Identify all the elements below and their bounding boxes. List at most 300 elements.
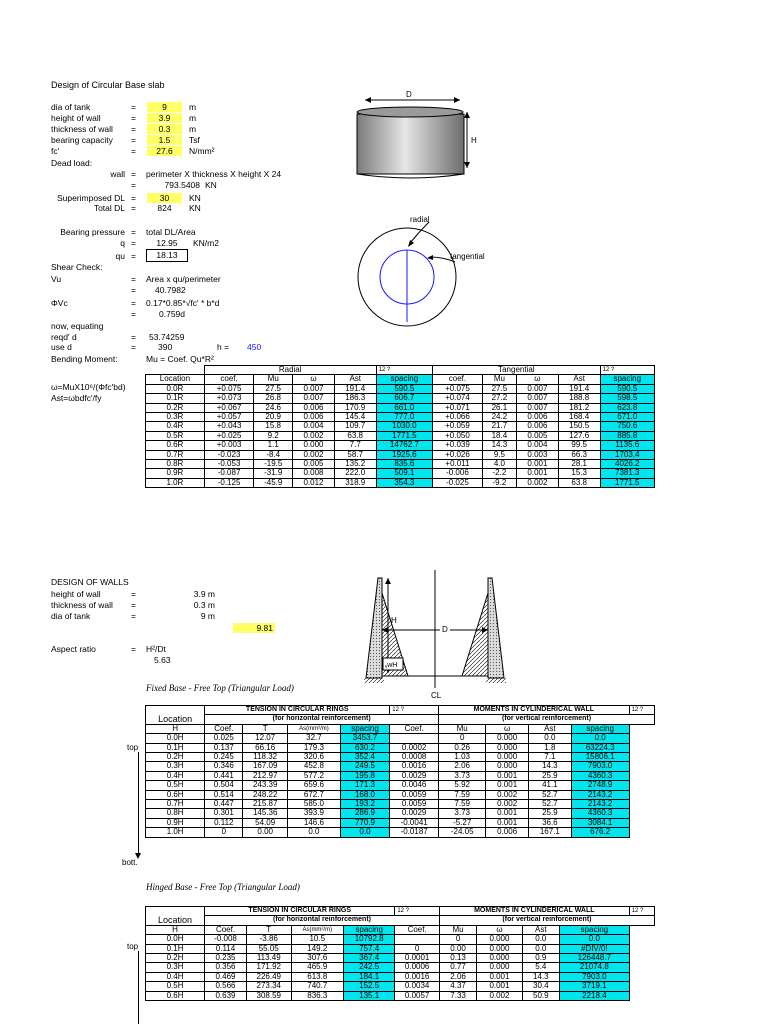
table-cell: -0.087 — [204, 469, 254, 478]
column-header: Mu — [482, 375, 516, 384]
tension-subtitle: (for horizontal reinforcement) — [205, 715, 439, 724]
table-cell: 465.9 — [291, 963, 343, 972]
table-row — [146, 441, 655, 450]
table-cell: 181.2 — [558, 403, 600, 412]
column-header: spacing — [571, 724, 629, 733]
column-header: Coef. — [205, 925, 247, 934]
column-header: As(mm²/m) — [288, 724, 341, 733]
table-cell: 25.9 — [529, 771, 572, 780]
tank-d-label: D — [406, 90, 412, 99]
table-row — [146, 991, 655, 1000]
group-row-1 — [146, 907, 655, 916]
q-label: q — [120, 238, 125, 248]
table-cell: 0.006 — [293, 403, 335, 412]
h-value: 450 — [247, 342, 262, 352]
radial-moment-table — [145, 365, 655, 488]
table-cell: 0.004 — [293, 422, 335, 431]
table-cell: 0.0 — [529, 734, 572, 743]
table-cell: 0.2H — [146, 954, 205, 963]
wall-unit: KN — [205, 180, 217, 190]
sdl-eq: = — [131, 193, 136, 203]
table-cell: 452.8 — [288, 762, 341, 771]
slab-input-eq: = — [131, 102, 136, 112]
vu-eq: = — [131, 274, 136, 284]
table-cell: 5.92 — [439, 781, 486, 790]
radial-header-row — [146, 375, 655, 384]
table-cell: 0.639 — [205, 991, 247, 1000]
table-cell: 32.7 — [288, 734, 341, 743]
table-cell: 318.9 — [334, 478, 376, 487]
column-header: Ast — [529, 724, 572, 733]
table-cell: 0.0 — [559, 935, 629, 944]
slab-input-value[interactable]: 3.9 — [147, 113, 182, 123]
table-cell: 9.2 — [254, 431, 293, 440]
column-header: coef. — [204, 375, 254, 384]
slab-input-eq: = — [131, 113, 136, 123]
table-cell: 0 — [205, 828, 243, 837]
table-cell: 0.26 — [439, 743, 486, 752]
table-cell: -31.9 — [254, 469, 293, 478]
table-cell: 63224.3 — [571, 743, 629, 752]
ast-formula: Ast=ωbdfc'/fy — [51, 393, 102, 403]
table-cell: 170.9 — [334, 403, 376, 412]
column-header: Mu — [254, 375, 293, 384]
fixed-caption: Fixed Base - Free Top (Triangular Load) — [146, 683, 294, 693]
bp-eq: = — [131, 227, 136, 237]
walls-input-value: 9 m — [200, 611, 215, 621]
table-cell: 113.49 — [246, 954, 291, 963]
phivc-formula: 0.17*0.85*√fc' * b*d — [146, 298, 220, 308]
slab-input-label: bearing capacity — [51, 135, 113, 145]
table-cell: +0.075 — [204, 384, 254, 393]
moment-title: MOMENTS IN CYLINDERICAL WALL — [439, 907, 629, 916]
table-cell: 146.6 — [288, 818, 341, 827]
table-cell: 2.06 — [439, 762, 486, 771]
table-cell: 0.002 — [517, 478, 559, 487]
table-cell: 2143.2 — [571, 790, 629, 799]
phivc-value: 0.759d — [159, 309, 185, 319]
table-cell: +0.011 — [433, 460, 483, 469]
table-cell: 1.1 — [254, 441, 293, 450]
table-cell: 27.2 — [482, 394, 516, 403]
table-cell: 0.007 — [517, 403, 559, 412]
equating-label: now, equating — [51, 321, 104, 331]
table-cell: 0.9R — [146, 469, 205, 478]
table-cell: 0.007 — [517, 394, 559, 403]
table-cell: 168.4 — [558, 413, 600, 422]
tank-diagram — [350, 88, 490, 188]
table-cell: +0.066 — [433, 413, 483, 422]
walls-input-eq: = — [131, 589, 136, 599]
tangential-label: tangential — [450, 252, 485, 261]
table-cell: 0.8R — [146, 460, 205, 469]
table-cell: 50.9 — [522, 991, 559, 1000]
column-header: Location — [146, 375, 205, 384]
table-cell: 184.1 — [344, 972, 395, 981]
table-cell: 3453.7 — [340, 734, 389, 743]
hinged-caption: Hinged Base - Free Top (Triangular Load) — [146, 882, 300, 892]
qu-value: 18.13 — [146, 249, 188, 262]
table-cell: 0.001 — [486, 771, 529, 780]
table-cell: 0.441 — [205, 771, 243, 780]
table-cell: 0.002 — [486, 800, 529, 809]
table-cell: 0.0H — [146, 734, 205, 743]
table-cell: 590.5 — [600, 384, 654, 393]
table-cell: 0.008 — [293, 469, 335, 478]
hinged-base-table — [145, 906, 655, 1001]
slab-input-value[interactable]: 1.5 — [147, 135, 182, 145]
table-cell: 152.5 — [344, 982, 395, 991]
table-cell: +0.026 — [433, 450, 483, 459]
radial-group-header: Radial — [204, 366, 376, 375]
table-cell: 1925.6 — [376, 450, 433, 459]
table-cell: 286.9 — [340, 809, 389, 818]
table-cell: 135.2 — [334, 460, 376, 469]
table-cell: 1.0H — [146, 828, 205, 837]
table-cell: 0.006 — [486, 828, 529, 837]
table-cell: 222.0 — [334, 469, 376, 478]
table-cell: 509.1 — [376, 469, 433, 478]
tension-subtitle: (for horizontal reinforcement) — [205, 916, 440, 925]
table-cell: 0.0 — [522, 944, 559, 953]
table-cell: 215.87 — [243, 800, 288, 809]
table-cell: 4026.2 — [600, 460, 654, 469]
table-cell: 0.001 — [517, 469, 559, 478]
column-header: ω — [486, 724, 529, 733]
table-cell: +0.003 — [204, 441, 254, 450]
table-cell: 0.002 — [486, 790, 529, 799]
table-cell: 0.13 — [439, 954, 476, 963]
table-cell: 145.36 — [243, 809, 288, 818]
table-cell: 0.001 — [517, 460, 559, 469]
table-cell: 630.2 — [340, 743, 389, 752]
tdl-label: Total DL — [93, 203, 125, 213]
table-cell: 0.004 — [517, 441, 559, 450]
table-cell: 0.6H — [146, 991, 205, 1000]
table-cell: 0.469 — [205, 972, 247, 981]
slab-input-value[interactable]: 27.6 — [147, 146, 182, 156]
table-cell: 0.002 — [293, 450, 335, 459]
table-cell: 0.301 — [205, 809, 243, 818]
table-row — [146, 422, 655, 431]
tangential-bar-size: 12 ? — [600, 366, 654, 375]
table-cell: 3.73 — [439, 809, 486, 818]
tension-title: TENSION IN CIRCULAR RINGS — [205, 907, 395, 916]
table-cell: 0.4H — [146, 972, 205, 981]
table-cell: 63.8 — [334, 431, 376, 440]
table-cell: 0.025 — [205, 734, 243, 743]
walls-highlight-value[interactable]: 9.81 — [233, 623, 275, 633]
table-cell: 1771.5 — [376, 431, 433, 440]
table-cell: 15806.1 — [571, 753, 629, 762]
table-cell: 0.77 — [439, 963, 476, 972]
table-cell: 7.33 — [439, 991, 476, 1000]
table-cell: 0.0001 — [395, 954, 440, 963]
table-cell: 740.7 — [291, 982, 343, 991]
table-cell: +0.039 — [433, 441, 483, 450]
table-cell: 354.3 — [376, 478, 433, 487]
table-cell: 0.0059 — [390, 800, 439, 809]
tank-h-label: H — [471, 136, 477, 145]
table-cell: 109.7 — [334, 422, 376, 431]
table-row — [146, 734, 655, 743]
column-header: H — [146, 925, 205, 934]
table-cell: 36.6 — [529, 818, 572, 827]
wall-d-label: D — [442, 625, 448, 634]
table-cell: 18.4 — [482, 431, 516, 440]
table-cell: 0.005 — [293, 460, 335, 469]
table-cell: 3084.1 — [571, 818, 629, 827]
phivc-label: ΦVc — [51, 298, 68, 308]
bm-label: Bending Moment: — [51, 354, 118, 364]
moment-subtitle: (for vertical reinforcement) — [439, 916, 654, 925]
table-cell: 0.1H — [146, 944, 205, 953]
table-cell: 0.9H — [146, 818, 205, 827]
table-cell: 0 — [439, 935, 476, 944]
table-cell: 14.3 — [529, 762, 572, 771]
hinged-arrow-line — [138, 951, 139, 1024]
walls-input-value: 3.9 m — [193, 589, 215, 599]
omega-formula: ω=MuX10⁶/(Φfc'bd) — [51, 382, 126, 392]
location-header: Location — [146, 916, 205, 925]
table-cell: 0.0046 — [390, 781, 439, 790]
shear-label: Shear Check: — [51, 262, 103, 272]
table-cell: 0.006 — [517, 413, 559, 422]
table-cell: 54.09 — [243, 818, 288, 827]
table-cell: 2143.2 — [571, 800, 629, 809]
table-cell: 1.0R — [146, 478, 205, 487]
column-header: Ast — [334, 375, 376, 384]
moment-bar-size: 12 ? — [629, 706, 654, 715]
table-cell: 99.5 — [558, 441, 600, 450]
table-cell: 14.3 — [482, 441, 516, 450]
wall-value-eq: = — [131, 180, 136, 190]
walls-input-label: height of wall — [51, 589, 101, 599]
table-cell: 30.4 — [522, 982, 559, 991]
table-cell: 14.3 — [522, 972, 559, 981]
table-cell: 0.000 — [293, 441, 335, 450]
table-cell: 24.6 — [254, 403, 293, 412]
table-cell: 0.001 — [477, 982, 522, 991]
h-label: h = — [217, 342, 230, 352]
table-cell: 248.22 — [243, 790, 288, 799]
aspect-value: 5.63 — [154, 655, 171, 665]
slab-input-label: thickness of wall — [51, 124, 113, 134]
table-cell: 0.4R — [146, 422, 205, 431]
table-cell: 26.8 — [254, 394, 293, 403]
table-cell: 577.2 — [288, 771, 341, 780]
reqd-value: 53.74259 — [149, 332, 185, 342]
table-cell: 835.6 — [376, 460, 433, 469]
table-cell: 0 — [395, 944, 440, 953]
table-cell: 0.00 — [439, 944, 476, 953]
slab-input-value[interactable]: 0.3 — [147, 124, 182, 134]
column-header: ω — [477, 925, 522, 934]
moment-bar-size: 12 ? — [629, 907, 654, 916]
table-cell: 0.002 — [293, 431, 335, 440]
table-cell: 0.000 — [486, 743, 529, 752]
moment-title: MOMENTS IN CYLINDERICAL WALL — [439, 706, 630, 715]
wall-section-diagram — [360, 568, 510, 700]
table-cell: 145.4 — [334, 413, 376, 422]
table-cell: 24.2 — [482, 413, 516, 422]
table-cell: 21.7 — [482, 422, 516, 431]
table-cell: 9.5 — [482, 450, 516, 459]
table-cell: 0.0029 — [390, 809, 439, 818]
column-header: T — [243, 724, 288, 733]
table-cell: 167.09 — [243, 762, 288, 771]
table-cell: 0 — [439, 734, 486, 743]
table-cell: 0.005 — [517, 431, 559, 440]
vu-value: 40.7982 — [155, 285, 186, 295]
walls-title: DESIGN OF WALLS — [51, 577, 129, 587]
table-cell: -19.5 — [254, 460, 293, 469]
fixed-top-label: top — [127, 743, 139, 752]
slab-input-unit: m — [189, 102, 197, 112]
table-cell: 4.0 — [482, 460, 516, 469]
table-cell: +0.059 — [433, 422, 483, 431]
table-cell: 352.4 — [340, 753, 389, 762]
reqd-eq: = — [131, 332, 136, 342]
column-header: spacing — [600, 375, 654, 384]
table-cell: 0.0016 — [390, 762, 439, 771]
table-cell: 0.6R — [146, 441, 205, 450]
table-cell: 135.1 — [344, 991, 395, 1000]
slab-input-unit: Tsf — [189, 135, 200, 145]
wall-cl-label: CL — [431, 691, 442, 700]
table-cell: 0.007 — [517, 384, 559, 393]
table-cell: 7.7 — [334, 441, 376, 450]
walls-input-label: dia of tank — [51, 611, 91, 621]
table-row — [146, 935, 655, 944]
table-cell: +0.071 — [433, 403, 483, 412]
table-cell: -45.9 — [254, 478, 293, 487]
table-cell: 0.566 — [205, 982, 247, 991]
table-cell: 0.0 — [571, 734, 629, 743]
table-cell: 0.245 — [205, 753, 243, 762]
table-cell: 0.0 — [522, 935, 559, 944]
walls-input-eq: = — [131, 611, 136, 621]
column-header: T — [246, 925, 291, 934]
table-cell: 676.2 — [571, 828, 629, 837]
table-cell: 242.5 — [344, 963, 395, 972]
sdl-value[interactable]: 30 — [147, 193, 182, 203]
table-cell: 14762.7 — [376, 441, 433, 450]
column-header: ω — [293, 375, 335, 384]
table-row — [146, 828, 655, 837]
table-row — [146, 762, 655, 771]
table-row — [146, 469, 655, 478]
table-cell: 770.9 — [340, 818, 389, 827]
slab-input-eq: = — [131, 146, 136, 156]
table-cell: 179.3 — [288, 743, 341, 752]
table-cell: 66.16 — [243, 743, 288, 752]
table-cell: 15.3 — [558, 469, 600, 478]
table-cell: 0.7R — [146, 450, 205, 459]
column-header: spacing — [340, 724, 389, 733]
table-cell: 167.1 — [529, 828, 572, 837]
table-cell: 0.514 — [205, 790, 243, 799]
table-cell: 585.0 — [288, 800, 341, 809]
table-cell: 0.000 — [477, 963, 522, 972]
table-cell: 26.1 — [482, 403, 516, 412]
table-cell: 27.5 — [254, 384, 293, 393]
slab-title: Design of Circular Base slab — [51, 80, 165, 90]
table-cell: 623.8 — [600, 403, 654, 412]
group-row-2 — [146, 715, 655, 724]
table-cell: 836.3 — [291, 991, 343, 1000]
table-cell: 0.137 — [205, 743, 243, 752]
table-cell: -0.0041 — [390, 818, 439, 827]
table-cell: 191.4 — [334, 384, 376, 393]
table-row — [146, 394, 655, 403]
slab-input-value[interactable]: 9 — [147, 102, 182, 112]
table-cell: -0.053 — [204, 460, 254, 469]
table-cell: 0.1R — [146, 394, 205, 403]
phivc-value-eq: = — [131, 309, 136, 319]
table-cell: 12.07 — [243, 734, 288, 743]
table-cell: 25.9 — [529, 809, 572, 818]
table-cell: 0.5H — [146, 982, 205, 991]
vu-label: Vu — [51, 274, 62, 284]
bp-formula: total DL/Area — [146, 227, 196, 237]
walls-input-label: thickness of wall — [51, 600, 113, 610]
table-cell: 0.4H — [146, 771, 205, 780]
table-cell: 0.504 — [205, 781, 243, 790]
table-cell: 0.7H — [146, 800, 205, 809]
table-cell: 393.9 — [288, 809, 341, 818]
table-cell: 52.7 — [529, 790, 572, 799]
table-cell: 750.6 — [600, 422, 654, 431]
table-cell: 0.002 — [477, 991, 522, 1000]
table-cell: 0.3H — [146, 762, 205, 771]
tension-title: TENSION IN CIRCULAR RINGS — [205, 706, 390, 715]
table-cell: 0.114 — [205, 944, 247, 953]
table-cell: -3.86 — [246, 935, 291, 944]
table-cell: +0.067 — [204, 403, 254, 412]
table-cell: -0.008 — [205, 935, 247, 944]
table-cell: 193.2 — [340, 800, 389, 809]
qu-eq: = — [131, 251, 136, 261]
table-cell: +0.074 — [433, 394, 483, 403]
table-cell: 307.6 — [291, 954, 343, 963]
table-cell: 0.0034 — [395, 982, 440, 991]
table-cell: 0.001 — [477, 972, 522, 981]
column-header: Mu — [439, 724, 486, 733]
table-cell: 308.59 — [246, 991, 291, 1000]
table-cell: 613.8 — [291, 972, 343, 981]
table-cell: 1771.5 — [600, 478, 654, 487]
table-cell: 0.000 — [486, 753, 529, 762]
table-cell: +0.025 — [204, 431, 254, 440]
fixed-bott-label: bott. — [122, 858, 138, 867]
column-header: spacing — [376, 375, 433, 384]
vu-value-eq: = — [131, 285, 136, 295]
table-cell: 0.2H — [146, 753, 205, 762]
table-cell: -8.4 — [254, 450, 293, 459]
table-cell: -0.006 — [433, 469, 483, 478]
slab-input-label: fc' — [51, 146, 60, 156]
bp-label: Bearing pressure — [60, 227, 125, 237]
column-header: ω — [517, 375, 559, 384]
table-cell: 273.34 — [246, 982, 291, 991]
table-cell: 4360.3 — [571, 771, 629, 780]
table-cell: +0.043 — [204, 422, 254, 431]
table-cell: 659.6 — [288, 781, 341, 790]
table-cell: 4360.3 — [571, 809, 629, 818]
column-header: Ast — [558, 375, 600, 384]
table-cell: 226.49 — [246, 972, 291, 981]
